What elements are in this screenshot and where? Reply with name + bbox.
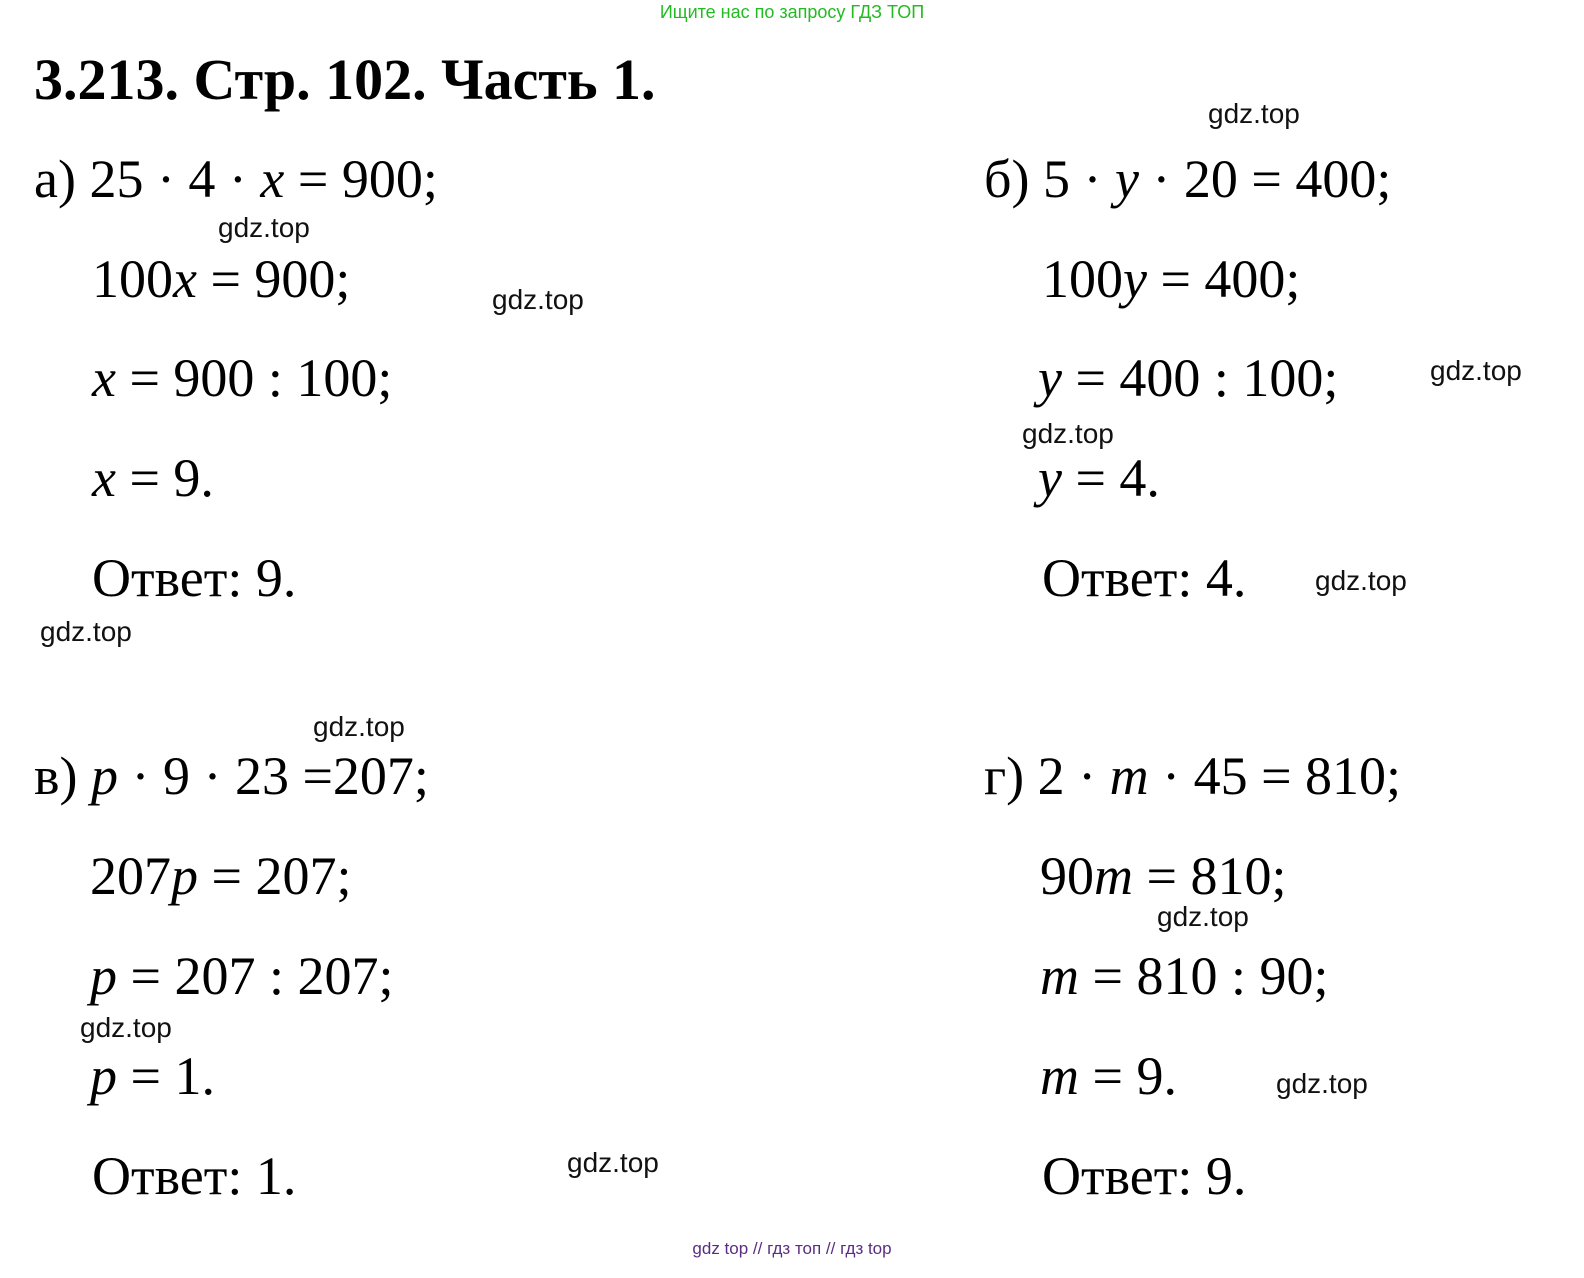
part-a-answer: Ответ: 9. (92, 548, 297, 608)
watermark: gdz.top (1157, 901, 1249, 932)
part-a-step-3: x = 9. (92, 448, 214, 508)
footer-links (0, 1238, 1584, 1260)
watermark: gdz.top (567, 1147, 659, 1178)
watermark: gdz.top (1208, 98, 1300, 129)
part-a-step-2: x = 900 : 100; (92, 348, 393, 408)
part-b-equation: б) 5 · y · 20 = 400; (984, 149, 1392, 209)
part-g-step-1: 90m = 810; (1040, 846, 1287, 906)
promo-banner-text: Ищите нас по запросу ГДЗ ТОП (659, 2, 925, 22)
footer-text[interactable]: gdz top // гдз топ // гдз top (692, 1239, 892, 1258)
watermark: gdz.top (1315, 565, 1407, 596)
part-v-step-1: 207p = 207; (90, 846, 352, 906)
part-a-label: а) (34, 149, 76, 209)
watermark: gdz.top (313, 711, 405, 742)
part-g-equation: г) 2 · m · 45 = 810; (984, 746, 1402, 806)
promo-banner (0, 2, 1584, 22)
part-v-step-2: p = 207 : 207; (90, 946, 394, 1006)
part-a-equation: а) 25 · 4 · x = 900; (34, 149, 438, 209)
part-a-step-1: 100x = 900; (92, 249, 351, 309)
watermark: gdz.top (218, 212, 310, 243)
page-title: 3.213. Стр. 102. Часть 1. (34, 47, 656, 112)
watermark: gdz.top (492, 284, 584, 315)
part-b-step-1: 100y = 400; (1042, 249, 1301, 309)
part-v-equation: в) p · 9 · 23 =207; (34, 746, 429, 806)
part-g-answer: Ответ: 9. (1042, 1146, 1247, 1206)
watermark: gdz.top (80, 1012, 172, 1043)
part-b-answer: Ответ: 4. (1042, 548, 1247, 608)
part-g-step-3: m = 9. (1040, 1046, 1177, 1106)
part-v-label: в) (34, 746, 78, 806)
part-b-step-2: y = 400 : 100; (1038, 348, 1339, 408)
part-v-answer: Ответ: 1. (92, 1146, 297, 1206)
part-b-label: б) (984, 149, 1030, 209)
watermark: gdz.top (1022, 418, 1114, 449)
part-g-label: г) (984, 746, 1025, 806)
watermark: gdz.top (1276, 1068, 1368, 1099)
part-g-step-2: m = 810 : 90; (1040, 946, 1329, 1006)
watermark: gdz.top (1430, 355, 1522, 386)
part-v-step-3: p = 1. (90, 1046, 215, 1106)
part-b-step-3: y = 4. (1038, 448, 1160, 508)
watermark: gdz.top (40, 616, 132, 647)
